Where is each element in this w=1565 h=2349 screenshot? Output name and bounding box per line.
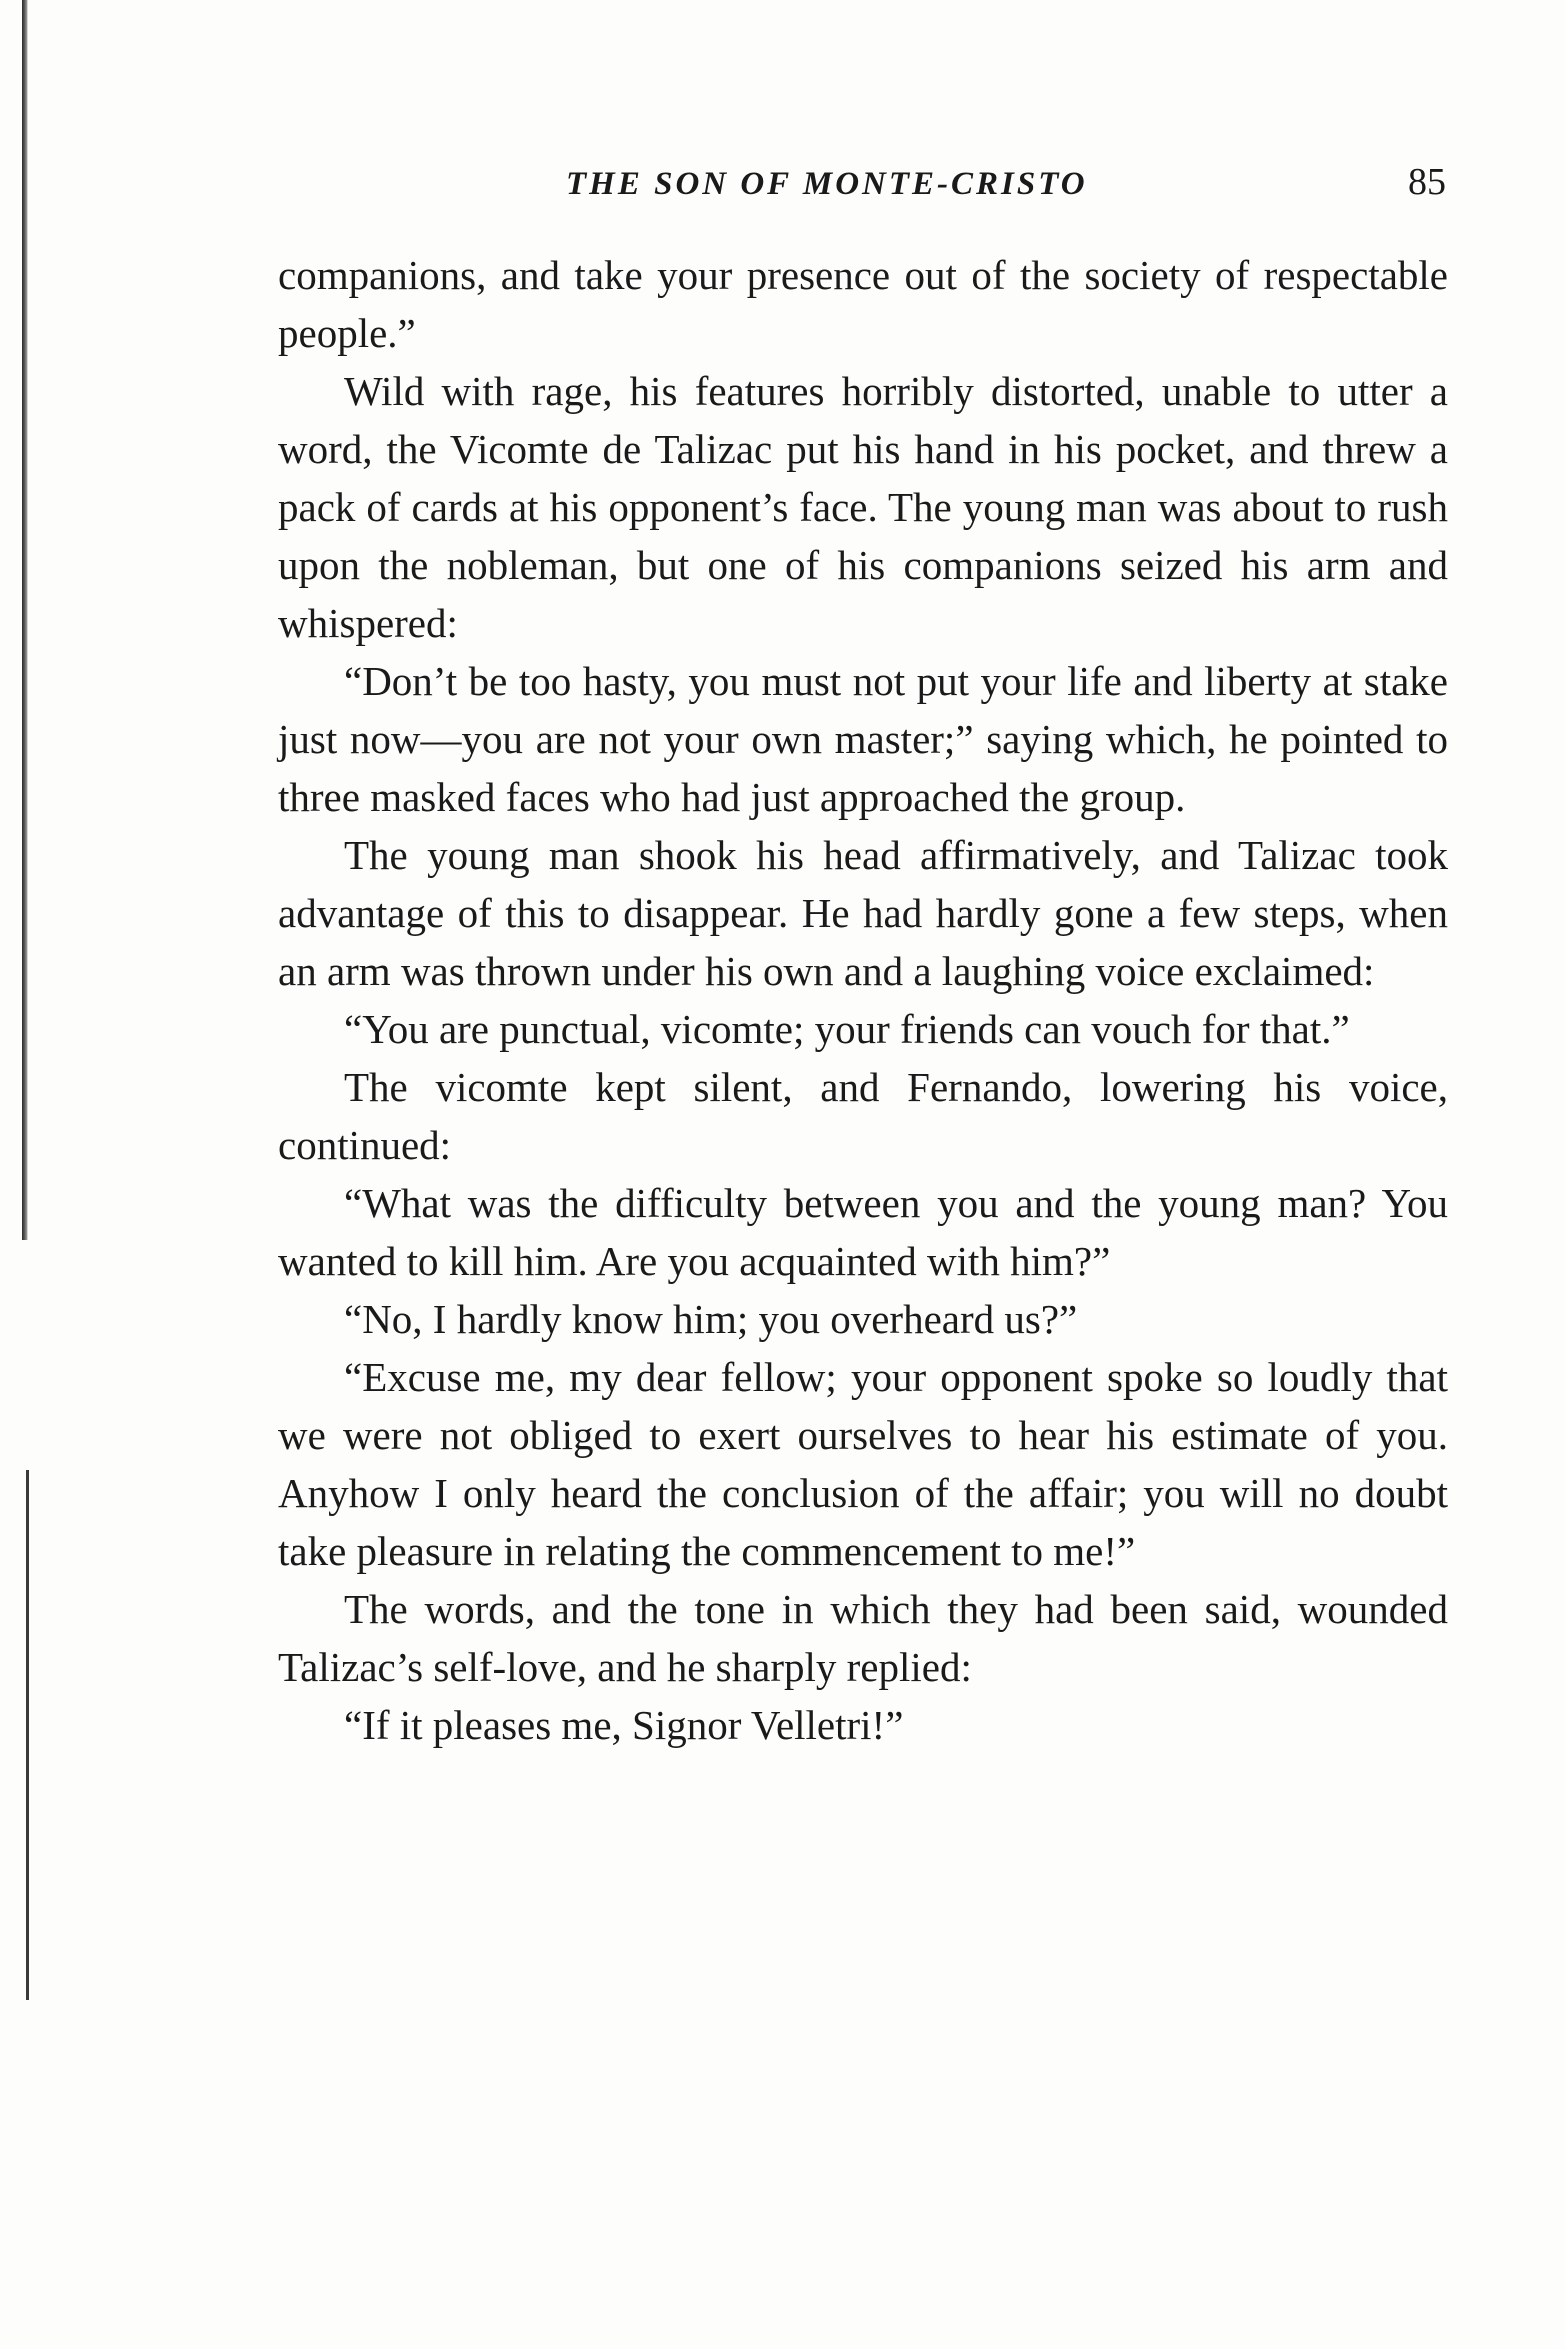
paragraph: The young man shook his head affirmatively, and Talizac took advantage of this to disappear. He had hardly gone a few steps, when an arm was thrown under his own and a laughing voice exclaimed: [278, 832, 1448, 994]
paragraph: “No, I hardly know him; you overheard us?” [344, 1296, 1078, 1342]
running-title: THE SON OF MONTE-CRISTO [566, 166, 1088, 202]
binding-shadow-lower [26, 1470, 29, 2000]
page-number: 85 [1408, 161, 1446, 203]
body-text [278, 246, 1448, 1754]
paragraph: Wild with rage, his features horribly distorted, unable to utter a word, the Vicomte de Talizac put his hand in his pocket, and threw a pack of cards at his opponent’s face. The young man was about to rush upon the nobleman, but one of his companions seized his arm and whispered: [278, 368, 1448, 646]
paragraph: “Don’t be too hasty, you must not put your life and liberty at stake just now—you are not your own master;” saying which, he pointed to three masked faces who had just approached the group. [278, 658, 1448, 820]
paragraph: “If it pleases me, Signor Velletri!” [344, 1702, 904, 1748]
paragraph: “What was the difficulty between you and the young man? You wanted to kill him. Are you acquainted with him?” [278, 1180, 1448, 1284]
paragraph: companions, and take your presence out of the society of respectable people.” [278, 252, 1448, 356]
binding-shadow [22, 0, 28, 1240]
paragraph: “Excuse me, my dear fellow; your opponent spoke so loudly that we were not obliged to exert ourselves to hear his estimate of you. Anyhow I only heard the conclusion of the affair; you will no doubt take pleasure in relating the commencement to me!” [278, 1354, 1448, 1574]
paragraph: “You are punctual, vicomte; your friends can vouch for that.” [344, 1006, 1350, 1052]
page-header [276, 160, 1456, 220]
paragraph: The words, and the tone in which they had been said, wounded Talizac’s self-love, and he sharply replied: [278, 1586, 1448, 1690]
paragraph: The vicomte kept silent, and Fernando, lowering his voice, continued: [278, 1064, 1448, 1168]
